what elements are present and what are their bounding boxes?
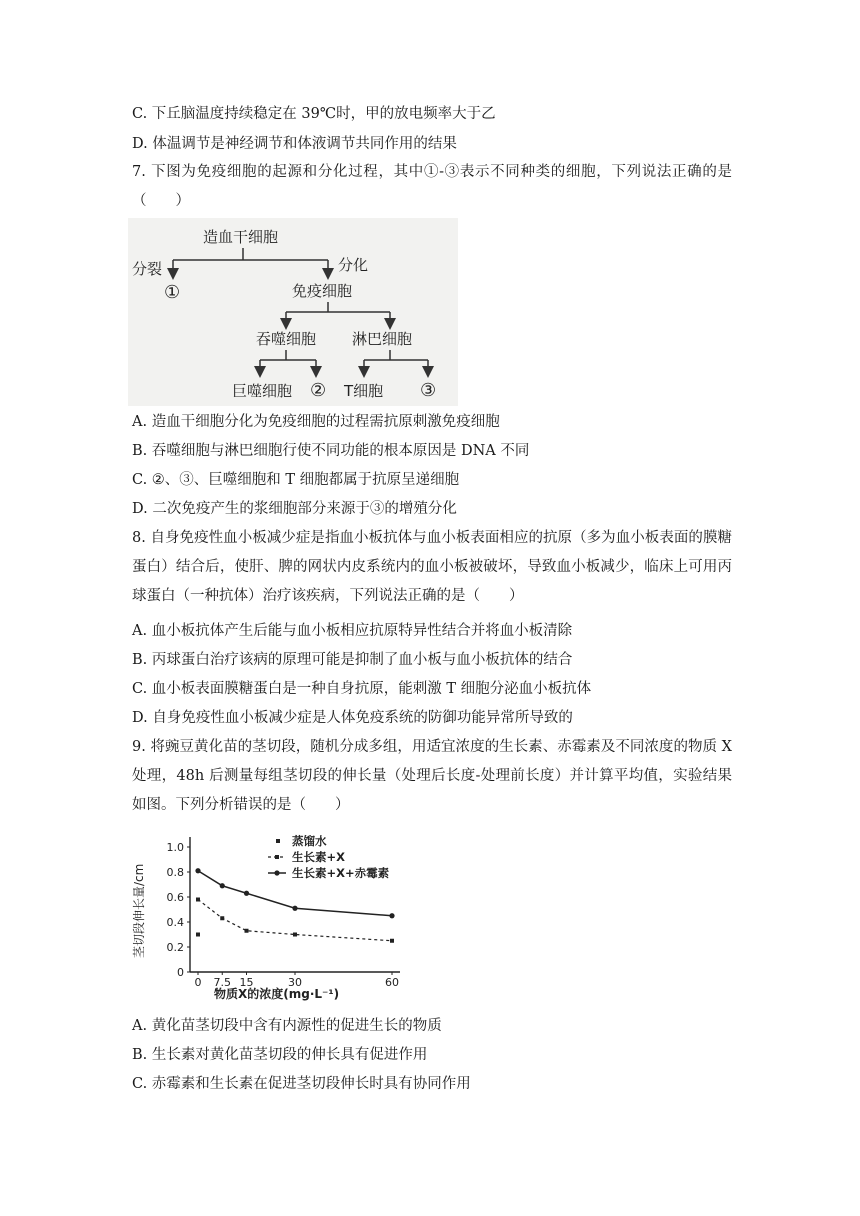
x-tick-label: 60 bbox=[385, 976, 399, 989]
q8-option-c: C. 血小板表面膜糖蛋白是一种自身抗原，能刺激 T 细胞分泌血小板抗体 bbox=[132, 681, 592, 697]
x-axis-label: 物质X的浓度(mg·L⁻¹) bbox=[214, 987, 340, 1001]
data-point bbox=[196, 898, 200, 902]
data-point bbox=[389, 913, 394, 918]
label-division: 分裂 bbox=[132, 260, 163, 278]
q7-option-a: A. 造血干细胞分化为免疫细胞的过程需抗原刺激免疫细胞 bbox=[132, 414, 500, 430]
data-point bbox=[244, 891, 249, 896]
y-axis-label: 茎切段伸长量/cm bbox=[132, 863, 146, 958]
legend-label: 蒸馏水 bbox=[292, 834, 327, 848]
x-tick-label: 15 bbox=[239, 976, 254, 989]
y-tick-label: 1.0 bbox=[166, 841, 184, 854]
data-point bbox=[292, 906, 297, 911]
q6-option-c: C. 下丘脑温度持续稳定在 39℃时，甲的放电频率大于乙 bbox=[132, 106, 496, 122]
legend-label: 生长素+X+赤霉素 bbox=[292, 866, 390, 880]
data-point bbox=[220, 916, 224, 920]
q9-option-b: B. 生长素对黄化苗茎切段的伸长具有促进作用 bbox=[132, 1047, 428, 1063]
y-tick-label: 0 bbox=[177, 966, 184, 979]
node-hematopoietic-stem-cell: 造血干细胞 bbox=[203, 228, 279, 246]
data-point bbox=[245, 929, 249, 933]
node-cell-2: ② bbox=[310, 380, 327, 401]
chart-legend bbox=[268, 834, 390, 880]
immune-cell-diagram-svg bbox=[128, 218, 458, 406]
y-tick-label: 0.6 bbox=[166, 891, 184, 904]
x-tick-label: 7.5 bbox=[213, 976, 231, 989]
q8-option-a: A. 血小板抗体产生后能与血小板相应抗原特异性结合并将血小板清除 bbox=[132, 623, 573, 639]
data-point bbox=[195, 868, 200, 873]
y-tick-label: 0.4 bbox=[166, 916, 184, 929]
data-point bbox=[196, 933, 200, 937]
x-tick-label: 0 bbox=[194, 976, 202, 989]
y-tick-label: 0.8 bbox=[166, 866, 184, 879]
legend-marker bbox=[274, 870, 279, 875]
node-immune-cell: 免疫细胞 bbox=[292, 282, 353, 300]
node-phagocyte: 吞噬细胞 bbox=[256, 330, 317, 348]
legend-label: 生长素+X bbox=[292, 850, 346, 864]
node-t-cell: T细胞 bbox=[344, 382, 384, 400]
q8-stem: 8. 自身免疫性血小板减少症是指血小板抗体与血小板表面相应的抗原（多为血小板表面的膜糖蛋白）结合后，使肝、脾的网状内皮系统内的血小板被破坏，导致血小板减少，临床上可用丙球蛋白（一种抗体）治疗该疾病，下列说法正确的是（ ） bbox=[132, 530, 732, 604]
node-macrophage: 巨噬细胞 bbox=[232, 382, 293, 400]
y-tick-label: 0.2 bbox=[166, 941, 184, 954]
q8-option-b: B. 丙球蛋白治疗该病的原理可能是抑制了血小板与血小板抗体的结合 bbox=[132, 652, 573, 668]
label-differentiation: 分化 bbox=[338, 256, 369, 274]
data-point bbox=[220, 883, 225, 888]
data-point bbox=[293, 933, 297, 937]
node-cell-1: ① bbox=[164, 282, 181, 303]
q7-option-d: D. 二次免疫产生的浆细胞部分来源于③的增殖分化 bbox=[132, 501, 457, 517]
q9-stem: 9. 将豌豆黄化苗的茎切段，随机分成多组，用适宜浓度的生长素、赤霉素及不同浓度的物质 X 处理，48h 后测量每组茎切段的伸长量（处理后长度-处理前长度）并计算平均值，实验结果如图。下列分析错误的是（ ） bbox=[132, 739, 732, 813]
node-lymphocyte: 淋巴细胞 bbox=[352, 330, 413, 348]
immune-cell-diagram bbox=[128, 218, 458, 406]
x-tick-label: 30 bbox=[288, 976, 302, 989]
q9-option-c: C. 赤霉素和生长素在促进茎切段伸长时具有协同作用 bbox=[132, 1076, 471, 1092]
data-point bbox=[390, 939, 394, 943]
q6-option-d: D. 体温调节是神经调节和体液调节共同作用的结果 bbox=[132, 136, 457, 152]
q7-stem: 7. 下图为免疫细胞的起源和分化过程，其中①-③表示不同种类的细胞，下列说法正确的是（ ） bbox=[132, 164, 732, 209]
q9-option-a: A. 黄化苗茎切段中含有内源性的促进生长的物质 bbox=[132, 1018, 442, 1034]
elongation-chart bbox=[128, 832, 428, 1004]
elongation-chart-svg bbox=[128, 832, 428, 1004]
q7-option-b: B. 吞噬细胞与淋巴细胞行使不同功能的根本原因是 DNA 不同 bbox=[132, 443, 530, 459]
q7-option-c: C. ②、③、巨噬细胞和 T 细胞都属于抗原呈递细胞 bbox=[132, 472, 460, 488]
legend-marker bbox=[275, 855, 279, 859]
legend-marker bbox=[276, 839, 280, 843]
node-cell-3: ③ bbox=[420, 380, 437, 401]
q8-option-d: D. 自身免疫性血小板减少症是人体免疫系统的防御功能异常所导致的 bbox=[132, 710, 573, 726]
